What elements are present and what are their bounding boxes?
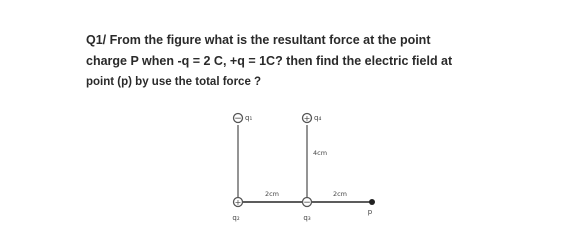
charge-q4-sign: + [303,114,311,123]
label-q2: q₂ [232,214,240,222]
charge-q1 [234,114,253,125]
dimension-vertical-4cm: 4cm [313,149,328,157]
dimension-left-2cm: 2cm [264,190,280,198]
charge-q3 [303,198,312,223]
question-line-2: charge P when -q = 2 C, +q = 1C? then find the electric field at [86,54,453,68]
charge-q1-sign: − [234,114,242,124]
question-line-3: point (p) by use the total force ? [86,76,262,88]
label-p: p [367,208,373,216]
charge-q2-sign: + [234,198,242,207]
charge-q3-sign: − [303,198,311,208]
label-q3: q₃ [303,214,311,222]
question-line-1: Q1/ From the figure what is the resultant force at the point [86,33,431,47]
charge-q2 [232,198,242,223]
dimension-right-2cm: 2cm [332,190,348,198]
label-q4: q₄ [314,114,322,122]
label-q1: q₁ [245,114,253,122]
charge-q4 [303,114,322,124]
